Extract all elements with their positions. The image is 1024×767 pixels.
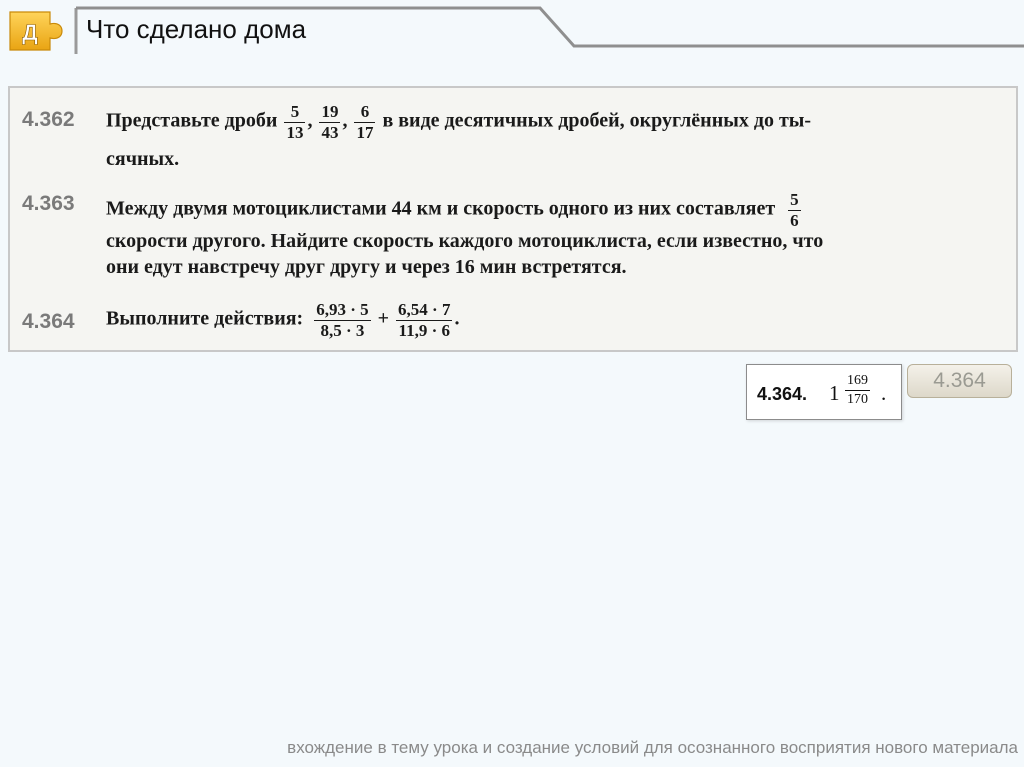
answer-denominator: 170 xyxy=(847,391,868,407)
fraction: $\frac{6,93 \cdot 5}{8,5 \cdot 3}$ xyxy=(316,300,369,340)
answer-card: 4.364. 1 $\frac{169}{170}$ . xyxy=(746,364,902,420)
task-text: Выполните действия: $\frac{6,93 \cdot 5}{8,5 \cdot 3}$ + $\frac{6,54 \cdot 7}{11,9 \cdot 6}$ . xyxy=(106,300,460,340)
page-title: Что сделано дома xyxy=(86,14,307,44)
fraction: $\frac{6,54 \cdot 7}{11,9 \cdot 6}$ xyxy=(398,300,451,340)
logo-letter: Д xyxy=(22,20,38,45)
fraction: $\frac{19}{43}$ xyxy=(321,102,339,142)
fraction: $\frac{5}{6}$ xyxy=(790,190,799,230)
task-text-line2: скорости другого. Найдите скорость каждого мотоциклиста, если известно, что xyxy=(106,230,824,252)
answer-whole: 1 xyxy=(829,381,840,405)
answer-fraction xyxy=(845,372,870,408)
task-number: 4.362 xyxy=(22,108,75,131)
task-number: 4.364 xyxy=(22,310,75,333)
task-text: Между двумя мотоциклистами 44 км и скорость одного из них составляет $\frac{5}{6}$ xyxy=(106,190,799,230)
answer-numerator: 169 xyxy=(847,373,868,388)
task-text-line2: сячных. xyxy=(106,148,180,170)
homework-problems-panel xyxy=(8,86,1018,352)
fraction: $\frac{6}{17}$ xyxy=(356,102,374,142)
footer-caption: вхождение в тему урока и создание условий для осознанного восприятия нового материала xyxy=(287,738,1018,757)
answer-label: 4.364. xyxy=(757,384,808,404)
puzzle-logo-icon xyxy=(6,8,56,52)
fraction: $\frac{5}{13}$ xyxy=(286,102,304,142)
task-number: 4.363 xyxy=(22,192,75,215)
task-text-line3: они едут навстречу друг другу и через 16 мин встретятся. xyxy=(106,256,627,278)
show-answer-button[interactable]: 4.364 xyxy=(907,364,1012,398)
task-text: Представьте дроби $\frac{5}{13}$ , $\frac{19}{43}$ , $\frac{6}{17}$ в виде десятичных дробей, округлённых до ты- xyxy=(106,102,812,142)
